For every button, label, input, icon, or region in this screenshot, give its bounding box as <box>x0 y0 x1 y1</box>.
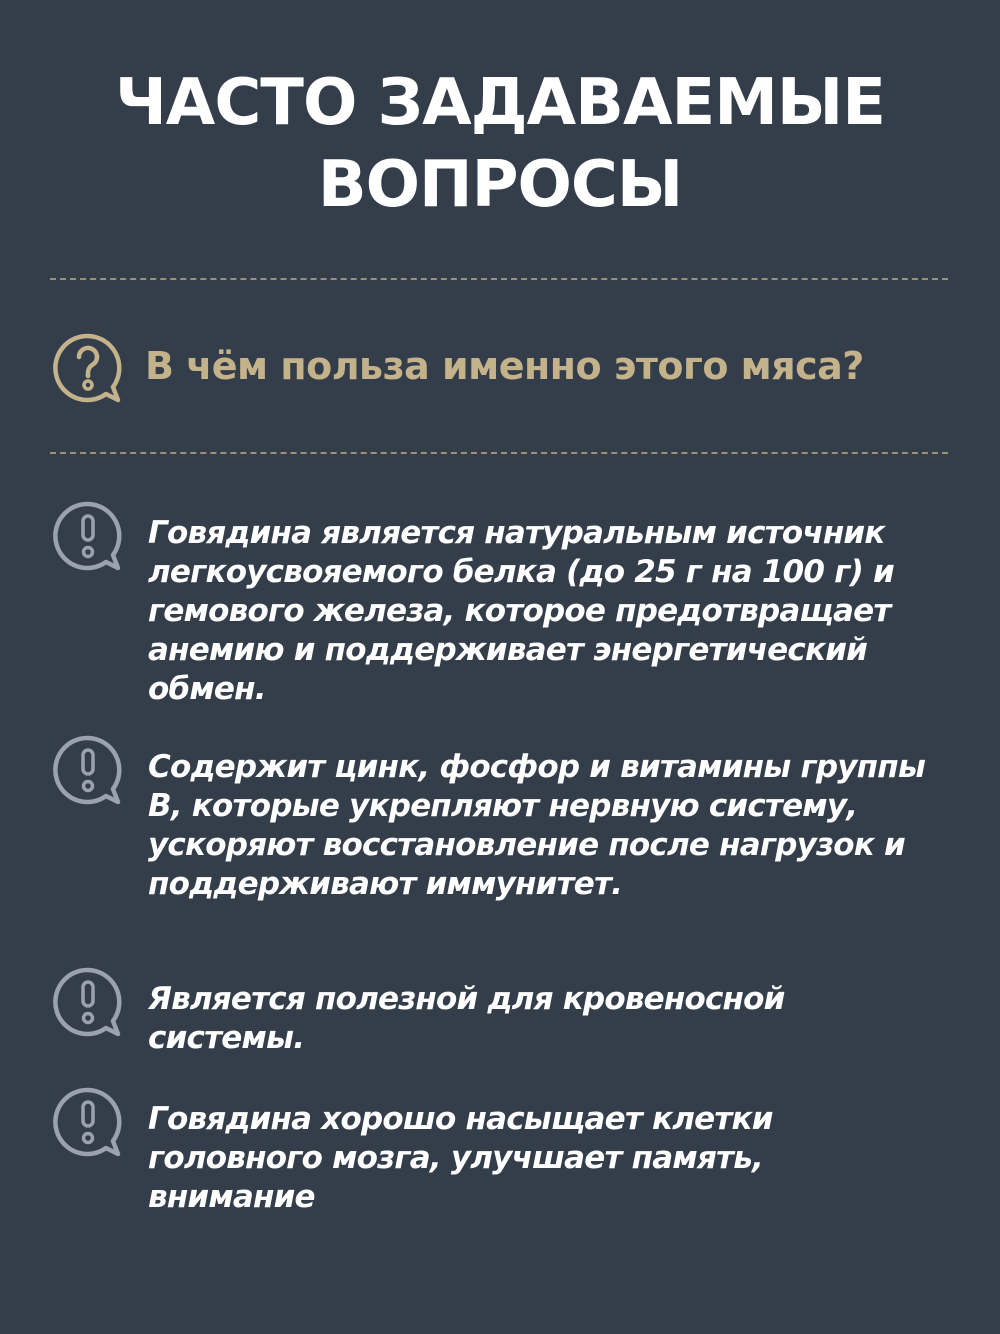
top-divider <box>50 278 948 280</box>
bottom-divider <box>50 452 948 454</box>
page-title-line-1: ЧАСТО ЗАДАВАЕМЫЕ <box>115 66 885 140</box>
exclamation-bubble-icon <box>50 734 126 806</box>
exclamation-bubble-icon <box>50 966 126 1038</box>
answer-text: Говядина хорошо насыщает клетки головного мозга, улучшает память, внимание <box>148 1101 773 1215</box>
question-text: В чём польза именно этого мяса? <box>145 344 864 388</box>
question-bubble-icon <box>50 332 126 404</box>
exclamation-bubble-icon <box>50 500 126 572</box>
page-title <box>0 62 1000 226</box>
answer-text: Содержит цинк, фосфор и витамины группы В, которые укрепляют нервную систему, ускоряют восстановление после нагрузок и поддерживают иммунитет. <box>148 749 926 902</box>
answer-text: Является полезной для кровеносной системы. <box>148 981 785 1056</box>
answer-text: Говядина является натуральным источник легкоусвояемого белка (до 25 г на 100 г) и гемового железа, которое предотвращает анемию и поддерживает энергетический обмен. <box>148 515 894 707</box>
page-title-line-2: ВОПРОСЫ <box>317 148 683 222</box>
exclamation-bubble-icon <box>50 1086 126 1158</box>
faq-question <box>50 326 950 410</box>
